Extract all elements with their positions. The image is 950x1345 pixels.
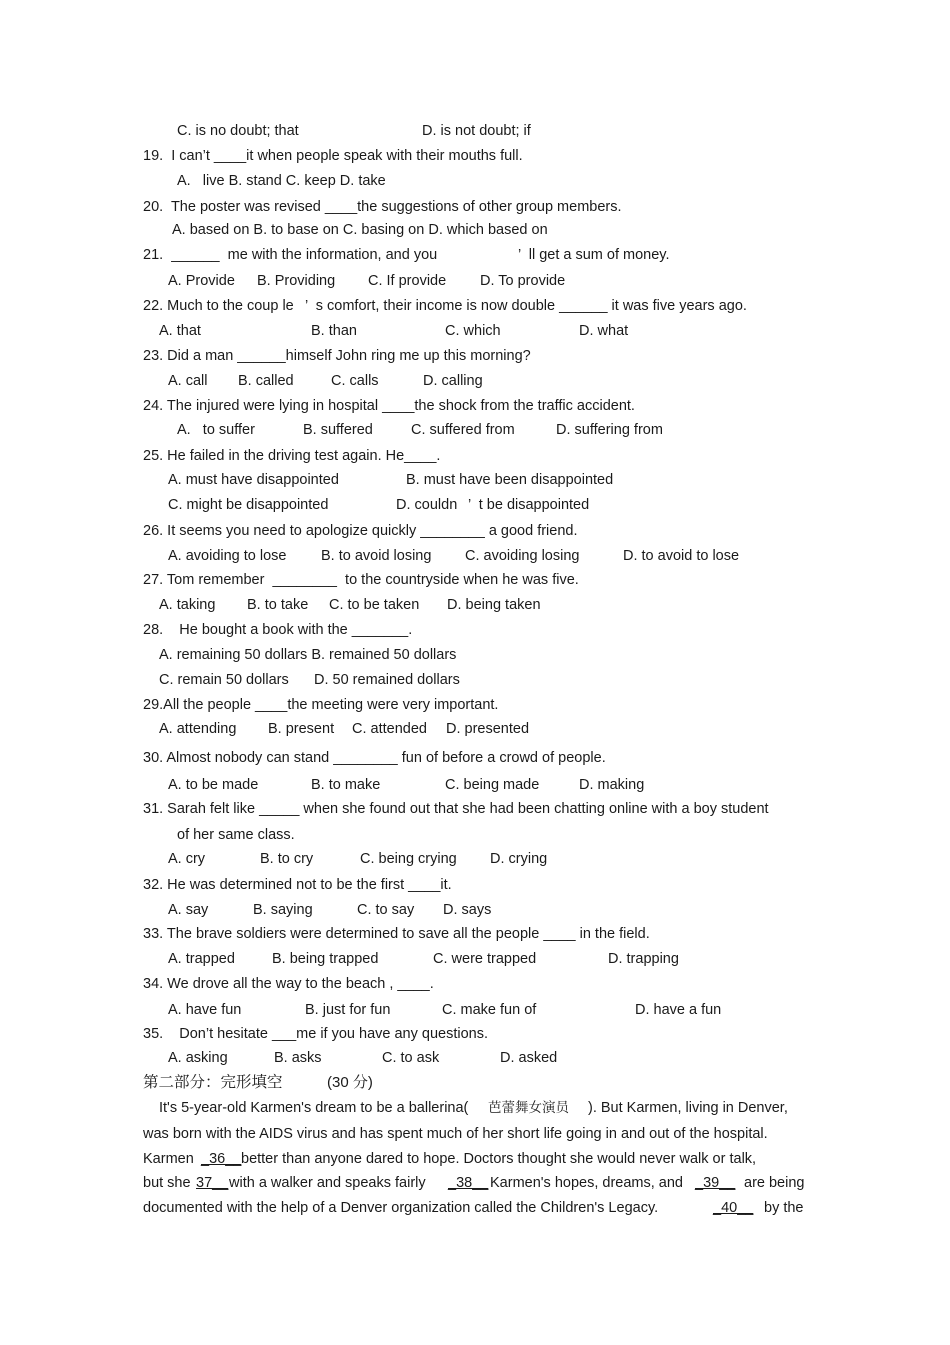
q23-option-d: D. calling [423,373,483,389]
q24-option-a: A. to suffer [177,422,255,438]
blank-40[interactable]: _40__ [713,1200,754,1216]
q26-option-a: A. avoiding to lose [168,548,287,564]
blank-36[interactable]: _36__ [201,1151,242,1167]
q24-option-d: D. suffering from [556,422,663,438]
passage-line-1-b: ). But Karmen, living in Denver, [588,1100,788,1116]
q26-option-d: D. to avoid to lose [623,548,740,564]
q33-option-a: A. trapped [168,951,235,967]
q31-stem-cont: of her same class. [177,827,295,843]
passage-line-1 [159,1099,468,1117]
q28-stem: 28. He bought a book with the _______. [143,622,413,638]
q25-stem: 25. He failed in the driving test again. He____. [143,448,441,464]
section2-title: 第二部分：完形填空 [143,1073,283,1091]
q31-option-c: C. being crying [360,851,457,867]
q27-stem: 27. Tom remember ________ to the countryside when he was five. [143,572,579,588]
passage-line-2: was born with the AIDS virus and has spent much of her short life going in and out of the hospital. [143,1126,768,1142]
blank-39[interactable]: _39__ [695,1175,736,1191]
q21-option-a: A. Provide [168,273,235,289]
passage-line-4-d: are being [744,1175,805,1191]
passage-line-1-a: It's 5-year-old Karmen's dream to be a ballerina( [159,1100,469,1116]
q34-stem: 34. We drove all the way to the beach , ____. [143,976,434,992]
q31-option-d: D. crying [490,851,548,867]
q35-option-c: C. to ask [382,1050,440,1066]
passage-line-3-a: Karmen [143,1151,198,1167]
q23-stem: 23. Did a man ______himself John ring me up this morning? [143,348,531,364]
q25-option-c: C. might be disappointed [168,497,329,513]
q32-stem: 32. He was determined not to be the first ____it. [143,877,452,893]
q25-option-d-cont: ’ t be disappointed [468,497,590,513]
q29-option-b: B. present [268,721,335,737]
q25-option-a: A. must have disappointed [168,472,339,488]
q30-option-c: C. being made [445,777,540,793]
q27-option-d: D. being taken [447,597,541,613]
section2-score: (30 分) [327,1074,373,1091]
q22-option-b: B. than [311,323,357,339]
q22-option-c: C. which [445,323,501,339]
q23-option-c: C. calls [331,373,379,389]
q30-option-d: D. making [579,777,645,793]
passage-line-4-a: but she [143,1175,195,1191]
q33-stem: 33. The brave soldiers were determined to save all the people ____ in the field. [143,926,650,942]
q20-options: A. based on B. to base on C. basing on D. which based on [172,222,548,238]
q34-option-d: D. have a fun [635,1002,722,1018]
q35-option-b: B. asks [274,1050,322,1066]
q24-option-b: B. suffered [303,422,373,438]
q26-option-c: C. avoiding losing [465,548,580,564]
q28-option-ab: A. remaining 50 dollars B. remained 50 dollars [159,647,457,663]
passage-line-5-b: by the [764,1200,804,1216]
q19-options: A. live B. stand C. keep D. take [177,173,386,189]
q31-stem: 31. Sarah felt like _____ when she found out that she had been chatting online with a boy student [143,801,769,817]
passage-line-4-c: Karmen's hopes, dreams, and [490,1175,683,1191]
q21-stem: 21. ______ me with the information, and you [143,247,438,263]
q23-option-b: B. called [238,373,294,389]
q23-option-a: A. call [168,373,208,389]
q33-option-d: D. trapping [608,951,679,967]
q31-option-a: A. cry [168,851,206,867]
q30-option-b: B. to make [311,777,381,793]
q28-option-d: D. 50 remained dollars [314,672,460,688]
q25-option-d: D. couldn [396,497,458,513]
q26-stem: 26. It seems you need to apologize quickly ________ a good friend. [143,523,578,539]
q29-option-a: A. attending [159,721,237,737]
q27-option-b: B. to take [247,597,309,613]
q27-option-c: C. to be taken [329,597,420,613]
q32-option-b: B. saying [253,902,313,918]
q21-option-d: D. To provide [480,273,566,289]
q21-stem-cont: ’ ll get a sum of money. [518,247,670,263]
q33-option-b: B. being trapped [272,951,379,967]
q24-option-c: C. suffered from [411,422,515,438]
q20-stem: 20. The poster was revised ____the suggestions of other group members. [143,199,622,215]
q27-option-a: A. taking [159,597,216,613]
q22-stem: 22. Much to the coup le [143,298,294,314]
q26-option-b: B. to avoid losing [321,548,432,564]
q32-option-a: A. say [168,902,209,918]
q29-option-d: D. presented [446,721,530,737]
q34-option-c: C. make fun of [442,1002,537,1018]
q18-option-d: D. is not doubt; if [422,123,531,139]
q18-option-c: C. is no doubt; that [177,123,299,139]
q31-option-b: B. to cry [260,851,314,867]
passage-line-5-a: documented with the help of a Denver organization called the Children's Legacy. [143,1200,659,1216]
q32-option-d: D. says [443,902,492,918]
q21-option-c: C. If provide [368,273,447,289]
passage-line-3-b: better than anyone dared to hope. Doctors thought she would never walk or talk, [241,1151,757,1167]
q30-option-a: A. to be made [168,777,259,793]
passage-ballerina-cn: 芭蕾舞女演员 [488,1100,569,1116]
q34-option-b: B. just for fun [305,1002,391,1018]
blank-38[interactable]: _38__ [448,1175,489,1191]
q28-option-c: C. remain 50 dollars [159,672,289,688]
q35-option-d: D. asked [500,1050,558,1066]
q22-stem-cont: ’ s comfort, their income is now double ______ it was five years ago. [305,298,747,314]
q21-option-b: B. Providing [257,273,336,289]
q29-option-c: C. attended [352,721,427,737]
passage-line-4-b: with a walker and speaks fairly [229,1175,426,1191]
q24-stem: 24. The injured were lying in hospital ____the shock from the traffic accident. [143,398,635,414]
q32-option-c: C. to say [357,902,415,918]
q22-option-d: D. what [579,323,629,339]
q34-option-a: A. have fun [168,1002,242,1018]
q22-option-a: A. that [159,323,201,339]
blank-37[interactable]: 37__ [196,1175,229,1191]
q35-stem: 35. Don’t hesitate ___me if you have any questions. [143,1026,488,1042]
q35-option-a: A. asking [168,1050,228,1066]
q30-stem: 30. Almost nobody can stand ________ fun of before a crowd of people. [143,750,606,766]
q19-stem: 19. I can’t ____it when people speak with their mouths full. [143,148,523,164]
q29-stem: 29.All the people ____the meeting were very important. [143,697,499,713]
q33-option-c: C. were trapped [433,951,537,967]
q25-option-b: B. must have been disappointed [406,472,614,488]
